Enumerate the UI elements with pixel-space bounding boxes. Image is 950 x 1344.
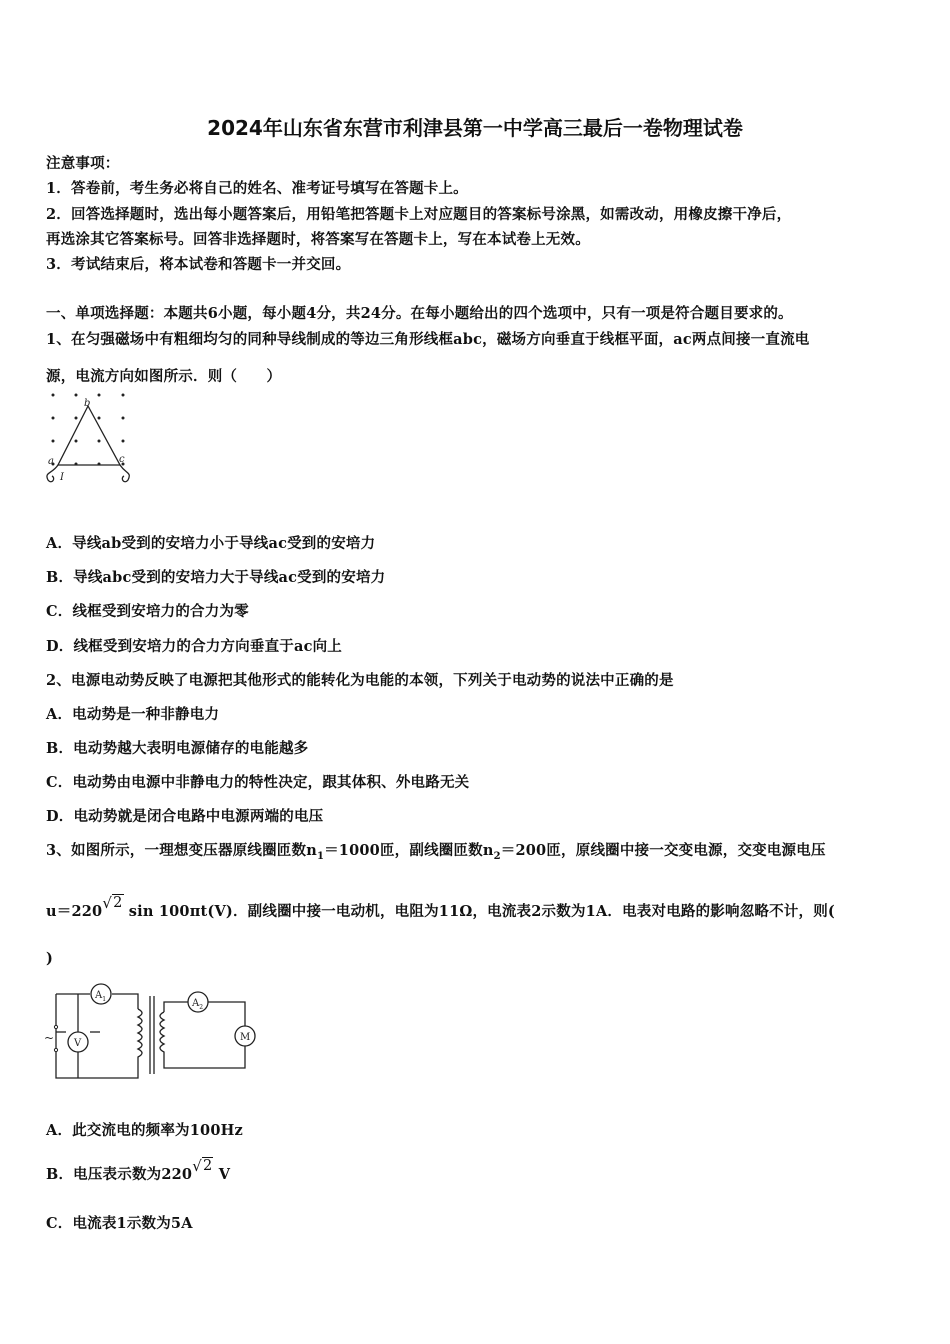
- lead-wire-right: [120, 465, 129, 482]
- q3-option-b: B．电压表示数为220√2 V: [46, 1157, 231, 1183]
- q3-stem: 3、如图所示，一理想变压器原线圈匝数$n_1=1000$匝，副线圈匝数$n_2=200$匝，原线圈中接一交变电源，交变电源电压: [46, 842, 826, 862]
- svg-text:M: M: [240, 1032, 251, 1043]
- q3-option-a: A．此交流电的频率为100Hz: [46, 1122, 243, 1139]
- primary-coil: [138, 1009, 142, 1060]
- vertex-c-label: c: [119, 454, 125, 465]
- q2-stem: 2、电源电动势反映了电源把其他形式的能转化为电能的本领，下列关于电动势的说法中正确的是: [46, 672, 674, 689]
- q1-option-b: B．导线abc受到的安培力大于导线ac受到的安培力: [46, 569, 386, 586]
- q2-option-c: C．电动势由电源中非静电力的特性决定，跟其体积、外电路无关: [46, 774, 470, 791]
- vertex-a-label: a: [48, 456, 54, 467]
- secondary-loop: [164, 1002, 245, 1068]
- svg-text:~: ~: [44, 1031, 55, 1045]
- q1-option-c: C．线框受到安培力的合力为零: [46, 603, 249, 620]
- svg-text:A1: $A_1$: [95, 990, 107, 1003]
- svg-text:A2: $A_2$: [192, 998, 204, 1011]
- q3-stem-line2: u＝220√2 sin 100πt(V)．副线圈中接一电动机，电阻为11Ω，电流表2示数为1A．电表对电路的影响忽略不计，则(: [46, 894, 835, 920]
- notice-heading: 注意事项：: [46, 155, 120, 172]
- q1-triangle-figure: [40, 386, 140, 496]
- notice-item: 1．答卷前，考生务必将自己的姓名、准考证号填写在答题卡上。: [46, 180, 468, 197]
- lead-wire-left: [47, 465, 58, 482]
- page-title: 2024年山东省东营市利津县第一中学高三最后一卷物理试卷: [207, 116, 743, 140]
- section-heading: 一、单项选择题：本题共6小题，每小题4分，共24分。在每小题给出的四个选项中，只有一项是符合题目要求的。: [46, 305, 793, 322]
- svg-text:V: V: [74, 1038, 82, 1049]
- primary-loop: [56, 994, 138, 1078]
- notice-item: 2．回答选择题时，选出每小题答案后，用铅笔把答题卡上对应题目的答案标号涂黑，如需改动，用橡皮擦干净后，: [46, 206, 792, 223]
- q2-option-a: A．电动势是一种非静电力: [46, 706, 220, 723]
- notice-item: 3．考试结束后，将本试卷和答题卡一并交回。: [46, 256, 351, 273]
- triangle-frame: [58, 406, 120, 465]
- q2-option-d: D．电动势就是闭合电路中电源两端的电压: [46, 808, 324, 825]
- vertex-b-label: b: [84, 398, 91, 409]
- q1-option-d: D．线框受到安培力的合力方向垂直于ac向上: [46, 638, 342, 655]
- current-label: I: [60, 472, 64, 483]
- q3-option-c: C．电流表1示数为5A: [46, 1215, 193, 1232]
- sqrt-symbol: √2: [192, 1157, 213, 1175]
- q3-transformer-circuit: [40, 982, 270, 1082]
- q1-stem: 源，电流方向如图所示．则（ ）: [46, 368, 282, 385]
- secondary-coil: [160, 1012, 164, 1054]
- q1-option-a: A．导线ab受到的安培力小于导线ac受到的安培力: [46, 535, 376, 552]
- q2-option-b: B．电动势越大表明电源储存的电能越多: [46, 740, 309, 757]
- sqrt-symbol: √2: [102, 894, 123, 912]
- q3-stem-line3: ): [46, 950, 54, 967]
- q1-stem: 1、在匀强磁场中有粗细均匀的同种导线制成的等边三角形线框abc，磁场方向垂直于线框平面，ac两点间接一直流电: [46, 331, 810, 348]
- notice-item: 再选涂其它答案标号。回答非选择题时，将答案写在答题卡上，写在本试卷上无效。: [46, 231, 590, 248]
